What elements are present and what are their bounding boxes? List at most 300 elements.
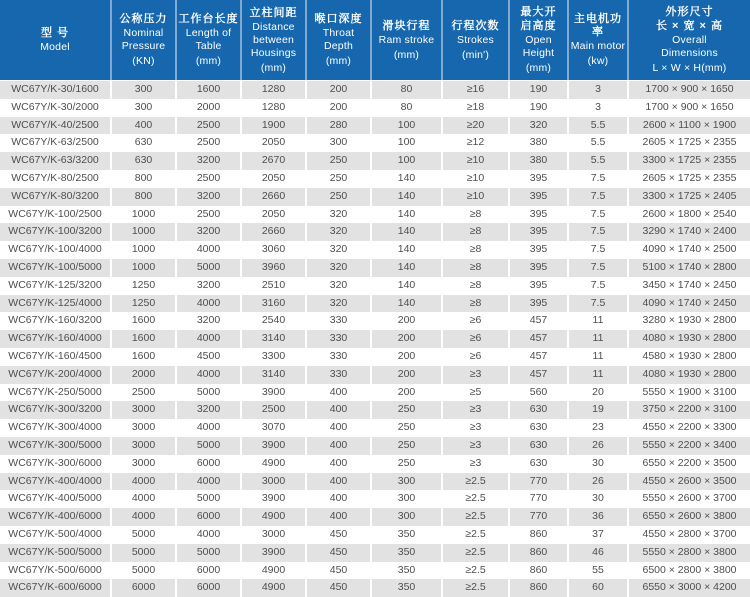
table-row [0, 312, 750, 330]
cell-throat-depth: 300 [305, 134, 370, 152]
cell-dimensions: 4080 × 1930 × 2800 [627, 366, 750, 384]
cell-throat-depth: 320 [305, 259, 370, 277]
cell-model: WC67Y/K-500/5000 [0, 544, 110, 562]
cell-throat-depth: 400 [305, 508, 370, 526]
cell-housing-distance: 3070 [240, 419, 305, 437]
cell-main-motor: 5.5 [567, 117, 627, 135]
cell-dimensions: 3300 × 1725 × 2355 [627, 152, 750, 170]
cell-ram-stroke: 200 [370, 312, 441, 330]
cell-strokes: ≥6 [441, 330, 508, 348]
cell-throat-depth: 320 [305, 277, 370, 295]
header-line: 外形尺寸 [665, 6, 714, 18]
header-line: (mm) [525, 62, 552, 74]
cell-main-motor: 19 [567, 401, 627, 419]
cell-model: WC67Y/K-30/1600 [0, 80, 110, 99]
cell-ram-stroke: 200 [370, 384, 441, 402]
cell-table-length: 5000 [175, 437, 240, 455]
cell-dimensions: 5550 × 2600 × 3700 [627, 490, 750, 508]
cell-main-motor: 30 [567, 455, 627, 473]
cell-model: WC67Y/K-300/5000 [0, 437, 110, 455]
cell-dimensions: 4550 × 2800 × 3700 [627, 526, 750, 544]
column-header-model [0, 0, 110, 80]
table-row [0, 330, 750, 348]
cell-dimensions: 3300 × 1725 × 2405 [627, 188, 750, 206]
table-row [0, 579, 750, 597]
cell-ram-stroke: 140 [370, 241, 441, 259]
cell-ram-stroke: 250 [370, 401, 441, 419]
table-row [0, 117, 750, 135]
cell-table-length: 5000 [175, 384, 240, 402]
cell-dimensions: 5550 × 1900 × 3100 [627, 384, 750, 402]
table-row [0, 419, 750, 437]
cell-table-length: 6000 [175, 455, 240, 473]
header-line: Main motor [570, 40, 626, 52]
header-line: 滑块行程 [382, 19, 431, 32]
cell-model: WC67Y/K-80/2500 [0, 170, 110, 188]
cell-throat-depth: 400 [305, 437, 370, 455]
header-line: 行程次数 [451, 19, 500, 32]
cell-nominal-pressure: 4000 [110, 508, 175, 526]
cell-open-height: 457 [508, 330, 567, 348]
cell-ram-stroke: 300 [370, 508, 441, 526]
cell-ram-stroke: 350 [370, 562, 441, 580]
cell-strokes: ≥5 [441, 384, 508, 402]
cell-model: WC67Y/K-500/4000 [0, 526, 110, 544]
table-row [0, 99, 750, 117]
cell-table-length: 2000 [175, 99, 240, 117]
cell-open-height: 860 [508, 579, 567, 597]
cell-throat-depth: 400 [305, 490, 370, 508]
cell-strokes: ≥2.5 [441, 508, 508, 526]
header-line: Nominal [123, 27, 164, 39]
cell-model: WC67Y/K-400/4000 [0, 473, 110, 491]
cell-strokes: ≥8 [441, 206, 508, 224]
cell-strokes: ≥10 [441, 188, 508, 206]
cell-open-height: 190 [508, 80, 567, 99]
cell-nominal-pressure: 5000 [110, 526, 175, 544]
cell-table-length: 4000 [175, 419, 240, 437]
cell-open-height: 457 [508, 348, 567, 366]
cell-housing-distance: 1280 [240, 99, 305, 117]
cell-nominal-pressure: 1600 [110, 330, 175, 348]
column-header-throat-depth [305, 0, 370, 80]
cell-housing-distance: 4900 [240, 562, 305, 580]
cell-nominal-pressure: 3000 [110, 455, 175, 473]
cell-nominal-pressure: 1000 [110, 259, 175, 277]
cell-main-motor: 7.5 [567, 170, 627, 188]
table-row [0, 259, 750, 277]
cell-table-length: 4000 [175, 473, 240, 491]
cell-table-length: 5000 [175, 490, 240, 508]
header-line: 工作台长度 [178, 13, 239, 25]
cell-dimensions: 5550 × 2200 × 3400 [627, 437, 750, 455]
cell-strokes: ≥2.5 [441, 490, 508, 508]
cell-housing-distance: 2540 [240, 312, 305, 330]
cell-open-height: 630 [508, 401, 567, 419]
cell-model: WC67Y/K-100/4000 [0, 241, 110, 259]
cell-strokes: ≥3 [441, 401, 508, 419]
cell-model: WC67Y/K-125/4000 [0, 295, 110, 313]
cell-table-length: 6000 [175, 508, 240, 526]
cell-throat-depth: 320 [305, 206, 370, 224]
table-row [0, 348, 750, 366]
cell-housing-distance: 3300 [240, 348, 305, 366]
cell-table-length: 5000 [175, 544, 240, 562]
cell-housing-distance: 4900 [240, 579, 305, 597]
cell-ram-stroke: 140 [370, 188, 441, 206]
cell-throat-depth: 330 [305, 312, 370, 330]
cell-ram-stroke: 100 [370, 117, 441, 135]
cell-nominal-pressure: 400 [110, 117, 175, 135]
cell-main-motor: 30 [567, 490, 627, 508]
cell-open-height: 630 [508, 437, 567, 455]
cell-ram-stroke: 140 [370, 259, 441, 277]
header-line: Throat [322, 27, 355, 39]
cell-nominal-pressure: 5000 [110, 562, 175, 580]
cell-main-motor: 11 [567, 366, 627, 384]
cell-main-motor: 5.5 [567, 152, 627, 170]
cell-open-height: 457 [508, 312, 567, 330]
cell-throat-depth: 400 [305, 455, 370, 473]
cell-main-motor: 36 [567, 508, 627, 526]
cell-table-length: 4000 [175, 366, 240, 384]
cell-dimensions: 1700 × 900 × 1650 [627, 80, 750, 99]
cell-open-height: 380 [508, 134, 567, 152]
cell-strokes: ≥3 [441, 437, 508, 455]
cell-throat-depth: 330 [305, 348, 370, 366]
cell-throat-depth: 450 [305, 562, 370, 580]
cell-nominal-pressure: 1250 [110, 295, 175, 313]
table-row [0, 508, 750, 526]
cell-strokes: ≥20 [441, 117, 508, 135]
cell-ram-stroke: 140 [370, 295, 441, 313]
header-line: Housings [250, 46, 297, 59]
cell-main-motor: 11 [567, 348, 627, 366]
cell-housing-distance: 2050 [240, 134, 305, 152]
table-row [0, 223, 750, 241]
cell-main-motor: 7.5 [567, 241, 627, 259]
cell-dimensions: 6550 × 3000 × 4200 [627, 579, 750, 597]
cell-housing-distance: 3140 [240, 366, 305, 384]
cell-housing-distance: 2500 [240, 401, 305, 419]
cell-open-height: 395 [508, 170, 567, 188]
cell-strokes: ≥8 [441, 223, 508, 241]
table-row [0, 473, 750, 491]
cell-housing-distance: 3900 [240, 384, 305, 402]
header-line: 立柱间距 [249, 6, 298, 19]
cell-table-length: 6000 [175, 579, 240, 597]
cell-throat-depth: 450 [305, 526, 370, 544]
cell-table-length: 4000 [175, 295, 240, 313]
cell-nominal-pressure: 300 [110, 99, 175, 117]
cell-strokes: ≥6 [441, 348, 508, 366]
header-line: Open [525, 34, 552, 46]
cell-ram-stroke: 250 [370, 437, 441, 455]
cell-nominal-pressure: 4000 [110, 473, 175, 491]
header-line: L × W × H(mm) [652, 62, 727, 74]
cell-main-motor: 5.5 [567, 134, 627, 152]
cell-model: WC67Y/K-100/5000 [0, 259, 110, 277]
header-line: Pressure [121, 40, 166, 52]
cell-housing-distance: 2660 [240, 188, 305, 206]
cell-dimensions: 4090 × 1740 × 2500 [627, 241, 750, 259]
cell-model: WC67Y/K-63/2500 [0, 134, 110, 152]
header-line: 主电机功率 [574, 13, 622, 38]
cell-nominal-pressure: 1250 [110, 277, 175, 295]
table-row [0, 490, 750, 508]
cell-nominal-pressure: 1000 [110, 223, 175, 241]
cell-ram-stroke: 250 [370, 419, 441, 437]
cell-open-height: 395 [508, 188, 567, 206]
cell-throat-depth: 200 [305, 99, 370, 117]
cell-throat-depth: 250 [305, 152, 370, 170]
column-header-table-length [175, 0, 240, 80]
cell-strokes: ≥2.5 [441, 544, 508, 562]
cell-strokes: ≥10 [441, 170, 508, 188]
cell-housing-distance: 2670 [240, 152, 305, 170]
column-header-housing-distance [240, 0, 305, 80]
table-body [0, 80, 750, 597]
header-line: 型 号 [40, 27, 70, 39]
cell-table-length: 6000 [175, 562, 240, 580]
table-row [0, 134, 750, 152]
header-line: Model [40, 41, 70, 53]
cell-open-height: 860 [508, 526, 567, 544]
cell-main-motor: 7.5 [567, 277, 627, 295]
header-line: (kw) [587, 55, 609, 67]
cell-housing-distance: 2050 [240, 206, 305, 224]
cell-dimensions: 2605 × 1725 × 2355 [627, 170, 750, 188]
cell-dimensions: 3290 × 1740 × 2400 [627, 223, 750, 241]
cell-table-length: 3200 [175, 188, 240, 206]
cell-ram-stroke: 200 [370, 366, 441, 384]
table-row [0, 401, 750, 419]
cell-open-height: 457 [508, 366, 567, 384]
cell-dimensions: 6550 × 2200 × 3500 [627, 455, 750, 473]
cell-model: WC67Y/K-160/4500 [0, 348, 110, 366]
cell-main-motor: 55 [567, 562, 627, 580]
table-row [0, 152, 750, 170]
table-row [0, 295, 750, 313]
cell-nominal-pressure: 800 [110, 170, 175, 188]
cell-strokes: ≥10 [441, 152, 508, 170]
cell-throat-depth: 330 [305, 330, 370, 348]
cell-housing-distance: 3140 [240, 330, 305, 348]
cell-model: WC67Y/K-500/6000 [0, 562, 110, 580]
header-line: between [252, 33, 295, 46]
table-header [0, 0, 750, 80]
cell-housing-distance: 4900 [240, 508, 305, 526]
column-header-open-height [508, 0, 567, 80]
table-row [0, 80, 750, 99]
header-line: (KN) [132, 55, 155, 67]
cell-main-motor: 7.5 [567, 206, 627, 224]
cell-dimensions: 2605 × 1725 × 2355 [627, 134, 750, 152]
header-line: Height [522, 47, 555, 59]
cell-table-length: 2500 [175, 117, 240, 135]
cell-dimensions: 6500 × 2800 × 3800 [627, 562, 750, 580]
cell-throat-depth: 330 [305, 366, 370, 384]
cell-dimensions: 3750 × 2200 × 3100 [627, 401, 750, 419]
cell-main-motor: 26 [567, 473, 627, 491]
cell-strokes: ≥6 [441, 312, 508, 330]
column-header-ram-stroke [370, 0, 441, 80]
cell-nominal-pressure: 3000 [110, 437, 175, 455]
cell-throat-depth: 400 [305, 473, 370, 491]
cell-model: WC67Y/K-30/2000 [0, 99, 110, 117]
cell-nominal-pressure: 1000 [110, 241, 175, 259]
cell-nominal-pressure: 6000 [110, 579, 175, 597]
header-line: Overall [672, 34, 707, 46]
cell-housing-distance: 3060 [240, 241, 305, 259]
cell-dimensions: 4550 × 2200 × 3300 [627, 419, 750, 437]
cell-model: WC67Y/K-600/6000 [0, 579, 110, 597]
table-row [0, 277, 750, 295]
table-row [0, 526, 750, 544]
cell-throat-depth: 280 [305, 117, 370, 135]
cell-strokes: ≥16 [441, 80, 508, 99]
header-line: Length of [185, 27, 232, 39]
cell-model: WC67Y/K-300/4000 [0, 419, 110, 437]
cell-table-length: 4000 [175, 330, 240, 348]
cell-ram-stroke: 140 [370, 223, 441, 241]
cell-ram-stroke: 250 [370, 455, 441, 473]
cell-nominal-pressure: 1000 [110, 206, 175, 224]
cell-ram-stroke: 80 [370, 80, 441, 99]
cell-throat-depth: 250 [305, 170, 370, 188]
cell-open-height: 395 [508, 206, 567, 224]
cell-housing-distance: 4900 [240, 455, 305, 473]
cell-table-length: 3200 [175, 312, 240, 330]
cell-nominal-pressure: 1600 [110, 348, 175, 366]
header-line: Depth [323, 40, 354, 52]
cell-strokes: ≥12 [441, 134, 508, 152]
cell-model: WC67Y/K-160/4000 [0, 330, 110, 348]
cell-open-height: 770 [508, 490, 567, 508]
cell-strokes: ≥3 [441, 419, 508, 437]
cell-model: WC67Y/K-160/3200 [0, 312, 110, 330]
cell-ram-stroke: 100 [370, 152, 441, 170]
cell-ram-stroke: 100 [370, 134, 441, 152]
cell-open-height: 560 [508, 384, 567, 402]
header-line: Distance [252, 20, 295, 33]
cell-dimensions: 2600 × 1800 × 2540 [627, 206, 750, 224]
cell-main-motor: 46 [567, 544, 627, 562]
cell-nominal-pressure: 800 [110, 188, 175, 206]
cell-open-height: 380 [508, 152, 567, 170]
table-row [0, 206, 750, 224]
cell-model: WC67Y/K-300/6000 [0, 455, 110, 473]
cell-table-length: 2500 [175, 206, 240, 224]
cell-ram-stroke: 200 [370, 348, 441, 366]
cell-open-height: 395 [508, 259, 567, 277]
cell-open-height: 770 [508, 508, 567, 526]
cell-throat-depth: 450 [305, 579, 370, 597]
cell-main-motor: 60 [567, 579, 627, 597]
cell-main-motor: 3 [567, 99, 627, 117]
cell-open-height: 395 [508, 277, 567, 295]
cell-strokes: ≥8 [441, 295, 508, 313]
cell-throat-depth: 250 [305, 188, 370, 206]
header-line: Ram stroke [378, 33, 435, 46]
cell-ram-stroke: 140 [370, 206, 441, 224]
header-line: 公称压力 [119, 13, 168, 25]
cell-open-height: 395 [508, 295, 567, 313]
cell-table-length: 5000 [175, 259, 240, 277]
cell-open-height: 630 [508, 455, 567, 473]
cell-throat-depth: 400 [305, 384, 370, 402]
table-row [0, 455, 750, 473]
cell-open-height: 630 [508, 419, 567, 437]
cell-table-length: 4000 [175, 241, 240, 259]
cell-model: WC67Y/K-100/3200 [0, 223, 110, 241]
header-line: (min') [461, 48, 490, 61]
cell-main-motor: 7.5 [567, 188, 627, 206]
cell-housing-distance: 3000 [240, 473, 305, 491]
column-header-dimensions [627, 0, 750, 80]
header-line: (mm) [393, 48, 420, 61]
cell-table-length: 3200 [175, 277, 240, 295]
header-line: Dimensions [661, 47, 718, 59]
cell-nominal-pressure: 3000 [110, 401, 175, 419]
cell-open-height: 395 [508, 223, 567, 241]
cell-table-length: 3200 [175, 223, 240, 241]
cell-throat-depth: 450 [305, 544, 370, 562]
cell-open-height: 395 [508, 241, 567, 259]
cell-ram-stroke: 80 [370, 99, 441, 117]
cell-dimensions: 6550 × 2600 × 3800 [627, 508, 750, 526]
cell-housing-distance: 1900 [240, 117, 305, 135]
cell-model: WC67Y/K-125/3200 [0, 277, 110, 295]
column-header-strokes [441, 0, 508, 80]
header-line: 长 × 宽 × 高 [655, 20, 724, 32]
cell-nominal-pressure: 630 [110, 134, 175, 152]
cell-nominal-pressure: 2000 [110, 366, 175, 384]
cell-strokes: ≥3 [441, 366, 508, 384]
cell-model: WC67Y/K-400/6000 [0, 508, 110, 526]
cell-throat-depth: 320 [305, 241, 370, 259]
cell-open-height: 770 [508, 473, 567, 491]
cell-housing-distance: 3900 [240, 437, 305, 455]
cell-nominal-pressure: 3000 [110, 419, 175, 437]
cell-model: WC67Y/K-100/2500 [0, 206, 110, 224]
cell-throat-depth: 400 [305, 419, 370, 437]
cell-table-length: 4000 [175, 526, 240, 544]
cell-main-motor: 11 [567, 330, 627, 348]
header-line: Strokes [457, 33, 494, 46]
cell-open-height: 860 [508, 544, 567, 562]
cell-housing-distance: 3160 [240, 295, 305, 313]
cell-model: WC67Y/K-40/2500 [0, 117, 110, 135]
cell-open-height: 190 [508, 99, 567, 117]
table-row [0, 562, 750, 580]
cell-strokes: ≥3 [441, 455, 508, 473]
cell-nominal-pressure: 630 [110, 152, 175, 170]
cell-ram-stroke: 300 [370, 490, 441, 508]
cell-ram-stroke: 140 [370, 170, 441, 188]
cell-main-motor: 37 [567, 526, 627, 544]
cell-throat-depth: 320 [305, 223, 370, 241]
cell-housing-distance: 2510 [240, 277, 305, 295]
cell-dimensions: 4550 × 2600 × 3500 [627, 473, 750, 491]
cell-ram-stroke: 140 [370, 277, 441, 295]
cell-housing-distance: 3900 [240, 490, 305, 508]
cell-table-length: 3200 [175, 152, 240, 170]
header-line: 喉口深度 [314, 13, 363, 25]
cell-strokes: ≥8 [441, 277, 508, 295]
table-header-row [0, 0, 750, 80]
cell-open-height: 860 [508, 562, 567, 580]
